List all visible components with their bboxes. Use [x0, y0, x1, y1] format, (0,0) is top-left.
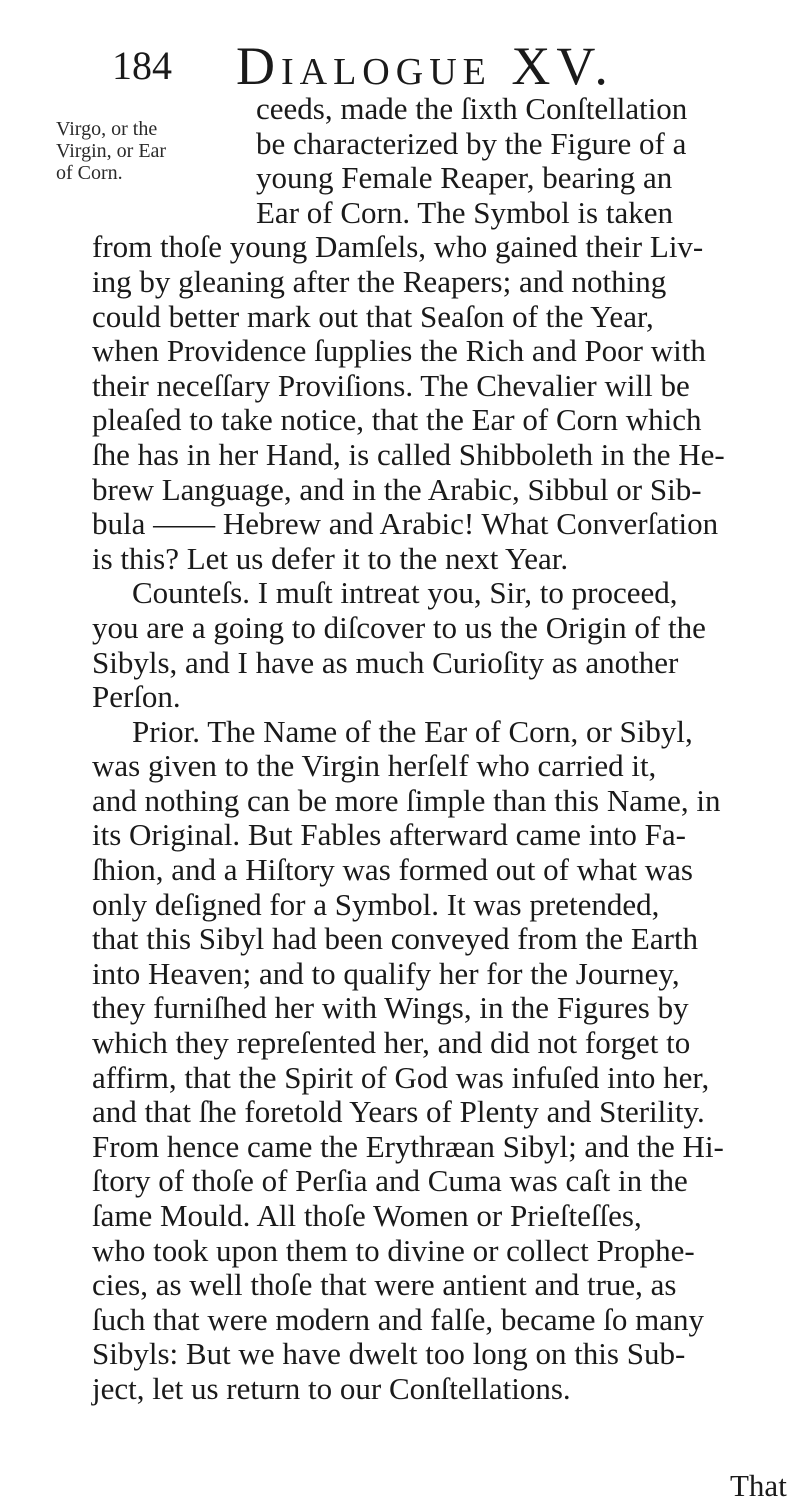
text-line: be characterized by the Figure of a [256, 125, 687, 161]
text-line: Sibyls: But we have dwelt too long on this Sub- [92, 1336, 686, 1372]
text-line: was given to the Virgin herſelf who carried it, [92, 748, 657, 784]
text-line: ſame Mould. All thoſe Women or Prieſteſſes, [92, 1198, 642, 1233]
text-line: ject, let us return to our Conſtellations. [92, 1370, 571, 1406]
text-line: you are a going to diſcover to us the Origin of the [92, 609, 706, 645]
margin-note-line: of Corn. [56, 162, 123, 184]
text-line: they furniſhed her with Wings, in the Figures by [92, 990, 689, 1026]
text-line: only deſigned for a Symbol. It was pretended, [92, 886, 660, 922]
text-line: into Heaven; and to qualify her for the Journey, [92, 955, 680, 991]
catchword: That [730, 1468, 787, 1503]
text-line: ſuch that were modern and falſe, became ſo many [92, 1301, 704, 1337]
text-line: young Female Reaper, bearing an [256, 160, 673, 196]
text-line: and that ſhe foretold Years of Plenty and Sterility. [92, 1094, 705, 1130]
text-line: cies, as well thoſe that were antient and true, as [92, 1267, 677, 1303]
text-line: and nothing can be more ſimple than this Name, in [92, 782, 721, 818]
text-line: ſhion, and a Hiſtory was formed out of what was [92, 852, 693, 888]
text-line: which they repreſented her, and did not forget to [92, 1025, 691, 1061]
text-line: its Original. But Fables afterward came into Fa- [92, 817, 687, 853]
text-line: Ear of Corn. The Symbol is taken [256, 194, 674, 230]
page-header [0, 32, 800, 96]
text-line: their neceſſary Proviſions. The Chevalier will be [92, 367, 690, 403]
text-line: bula —— Hebrew and Arabic! What Converſation [92, 506, 719, 542]
text-line: Perſon. [92, 679, 181, 715]
margin-note-line: Virgin, or Ear [56, 140, 167, 162]
text-line: from thoſe young Damſels, who gained their Liv- [92, 229, 704, 265]
running-head: Dialogue XV. [236, 36, 614, 96]
text-line: ceeds, made the ſixth Conſtellation [256, 91, 688, 126]
text-line: is this? Let us defer it to the next Year. [92, 540, 569, 576]
text-line: Prior. The Name of the Ear of Corn, or Sibyl, [132, 713, 693, 749]
body-text [92, 92, 792, 1407]
text-line: ing by gleaning after the Reapers; and nothing [92, 263, 667, 299]
text-line: ſhe has in her Hand, is called Shibboleth in the He- [92, 436, 725, 472]
text-line: Counteſs. I muſt intreat you, Sir, to proceed, [132, 575, 678, 611]
text-line: when Providence ſupplies the Rich and Poor with [92, 333, 706, 369]
page-number: 184 [112, 43, 172, 88]
text-line: pleaſed to take notice, that the Ear of Corn which [92, 402, 702, 438]
text-line: From hence came the Erythræan Sibyl; and the Hi- [92, 1128, 724, 1164]
text-line: could better mark out that Seaſon of the Year, [92, 298, 654, 334]
text-line: ſtory of thoſe of Perſia and Cuma was caſt in the [92, 1163, 688, 1199]
text-line: Sibyls, and I have as much Curioſity as another [92, 644, 679, 680]
margin-note-line: Virgo, or the [56, 118, 158, 140]
text-line: that this Sibyl had been conveyed from the Earth [92, 921, 699, 957]
text-line: who took upon them to divine or collect Prophe- [92, 1232, 695, 1268]
text-line: brew Language, and in the Arabic, Sibbul or Sib- [92, 471, 702, 507]
text-line: affirm, that the Spirit of God was infuſed into her, [92, 1059, 710, 1095]
